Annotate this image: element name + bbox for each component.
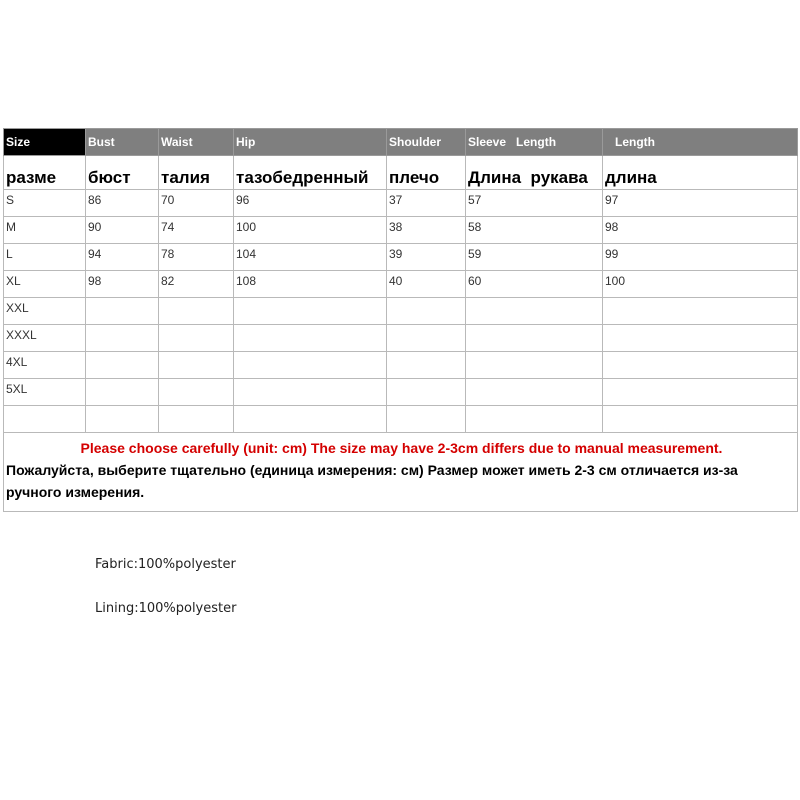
table-cell xyxy=(159,325,234,352)
table-cell: 96 xyxy=(234,190,387,217)
header-bust: Bust xyxy=(86,129,159,156)
header-waist: Waist xyxy=(159,129,234,156)
table-cell: S xyxy=(4,190,86,217)
table-cell: 86 xyxy=(86,190,159,217)
note-row xyxy=(4,433,798,512)
table-cell xyxy=(466,298,603,325)
table-cell: 57 xyxy=(466,190,603,217)
header-sleeve-length: Sleeve Length xyxy=(466,129,603,156)
table-cell: 100 xyxy=(234,217,387,244)
table-cell xyxy=(86,379,159,406)
table-cell: 82 xyxy=(159,271,234,298)
table-cell xyxy=(4,406,86,433)
header-ru-sleeve-length: Длина рукава xyxy=(466,156,603,190)
table-row xyxy=(4,217,798,244)
table-row xyxy=(4,271,798,298)
table-cell: XL xyxy=(4,271,86,298)
table-cell xyxy=(234,379,387,406)
note-cell xyxy=(4,433,798,512)
table-row xyxy=(4,406,798,433)
header-ru-hip: тазобедренный xyxy=(234,156,387,190)
table-cell: 58 xyxy=(466,217,603,244)
table-cell xyxy=(159,352,234,379)
header-shoulder: Shoulder xyxy=(387,129,466,156)
table-cell xyxy=(387,325,466,352)
table-cell: 5XL xyxy=(4,379,86,406)
table-cell: XXL xyxy=(4,298,86,325)
table-cell: 108 xyxy=(234,271,387,298)
table-cell: 98 xyxy=(86,271,159,298)
header-row-english xyxy=(4,129,798,156)
fabric-info: Fabric:100%polyester xyxy=(95,557,236,572)
table-cell: 90 xyxy=(86,217,159,244)
table-cell: 37 xyxy=(387,190,466,217)
table-cell: 97 xyxy=(603,190,798,217)
table-cell xyxy=(603,352,798,379)
table-cell xyxy=(466,379,603,406)
table-cell: 38 xyxy=(387,217,466,244)
table-cell xyxy=(603,298,798,325)
table-cell: 70 xyxy=(159,190,234,217)
table-cell: 98 xyxy=(603,217,798,244)
table-cell: L xyxy=(4,244,86,271)
table-cell: 74 xyxy=(159,217,234,244)
table-cell xyxy=(466,352,603,379)
table-cell xyxy=(387,379,466,406)
table-cell: 59 xyxy=(466,244,603,271)
table-cell xyxy=(86,298,159,325)
table-cell: 39 xyxy=(387,244,466,271)
table-cell xyxy=(234,325,387,352)
table-cell xyxy=(234,406,387,433)
header-row-russian xyxy=(4,156,798,190)
table-cell: XXXL xyxy=(4,325,86,352)
size-rows xyxy=(4,190,798,433)
table-cell xyxy=(86,406,159,433)
table-cell xyxy=(603,325,798,352)
table-cell: M xyxy=(4,217,86,244)
table-cell xyxy=(387,406,466,433)
table-cell xyxy=(159,406,234,433)
size-chart-table xyxy=(3,128,798,512)
table-cell xyxy=(603,406,798,433)
table-cell: 78 xyxy=(159,244,234,271)
table-cell xyxy=(387,298,466,325)
table-cell: 60 xyxy=(466,271,603,298)
header-ru-length: длина xyxy=(603,156,798,190)
header-size: Size xyxy=(4,129,86,156)
table-cell xyxy=(159,379,234,406)
lining-info: Lining:100%polyester xyxy=(95,601,237,616)
header-ru-waist: талия xyxy=(159,156,234,190)
header-ru-size: разме xyxy=(4,156,86,190)
table-row xyxy=(4,379,798,406)
header-length: Length xyxy=(603,129,798,156)
header-ru-shoulder: плечо xyxy=(387,156,466,190)
table-cell xyxy=(234,352,387,379)
table-cell xyxy=(466,325,603,352)
table-cell xyxy=(387,352,466,379)
table-cell xyxy=(86,325,159,352)
note-russian: Пожалуйста, выберите тщательно (единица измерения: см) Размер может иметь 2-3 см отличается из-за ручного измерения. xyxy=(6,462,738,500)
table-cell xyxy=(234,298,387,325)
table-cell: 99 xyxy=(603,244,798,271)
table-cell: 4XL xyxy=(4,352,86,379)
table-row xyxy=(4,325,798,352)
table-cell xyxy=(603,379,798,406)
table-cell: 94 xyxy=(86,244,159,271)
header-hip: Hip xyxy=(234,129,387,156)
table-cell: 104 xyxy=(234,244,387,271)
table-cell: 100 xyxy=(603,271,798,298)
table-cell xyxy=(86,352,159,379)
table-cell xyxy=(466,406,603,433)
note-english: Please choose carefully (unit: cm) The size may have 2-3cm differs due to manual measurement. xyxy=(80,440,723,456)
table-cell xyxy=(159,298,234,325)
table-row xyxy=(4,352,798,379)
table-cell: 40 xyxy=(387,271,466,298)
header-ru-bust: бюст xyxy=(86,156,159,190)
table-row xyxy=(4,190,798,217)
table-row xyxy=(4,298,798,325)
table-row xyxy=(4,244,798,271)
